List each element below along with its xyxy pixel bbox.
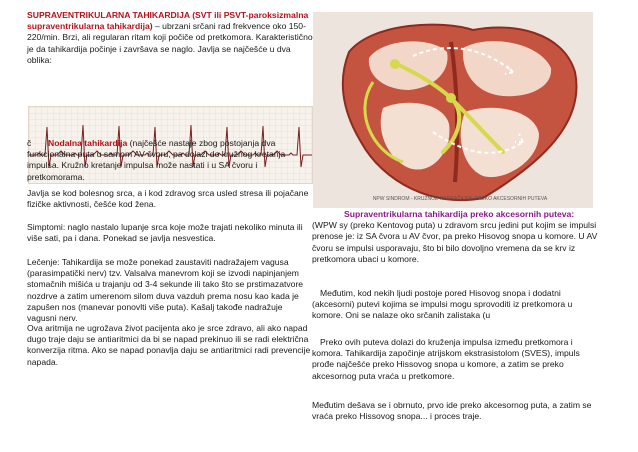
circulation-paragraph: Preko ovih puteva dolazi do kruženja impulsa između pretkomora i komora. Tahikardija započinje atrijskom ekstrasistolom (SVES), impuls prođe najčešće preko Hissovog snopa u komore, a zatim se preko akcesornog puta vraća u pretkomore. xyxy=(312,337,580,381)
intro-paragraph xyxy=(27,10,315,66)
treatment-paragraph: Lečenje: Tahikardija se može ponekad zaustaviti nadražajem vagusa (parasimpatički nerv) tzv. Valsalva manevrom koji se izvodi napinjanjem stomačnih mišića u trajanju od 3-4 sekunde ili tako što se prstimazatvore nozdrve a zatim umerenom silom duva vazduh prema nosu kao kada je zapušen nos (manevar ponovlti više puta). Kašalj takođe nadražuje vagusni nerv. xyxy=(27,257,304,324)
svt-title: SUPRAVENTRIKULARNA TAHIKARDIJA (SVT ili PSVT-paroksizmalna supraventrikularna tahikardija) xyxy=(27,10,309,32)
sa-node xyxy=(390,59,400,69)
wpw-title: Supraventrikularna tahikardija preko akcesornih puteva: xyxy=(344,209,575,219)
wpw-paragraph xyxy=(312,209,602,265)
symptoms-paragraph: Simptomi: naglo nastalo lupanje srca koje može trajati nekoliko minuta ili više sati, pa i dana. Ponekad se javlja nesvestica. xyxy=(27,222,303,244)
prognosis-paragraph: Ova aritmija ne ugrožava život pacijenta ako je srce zdravo, ali ako napad dugo traje daju se antiaritmici da bi se napad prekinuo ili se radi električna konverzija ritma. Ako se napad ponavlja daju se antiaritmici radi prevencije napada. xyxy=(27,323,311,367)
nodal-bullet: č xyxy=(27,138,32,148)
reverse-paragraph: Međutim dešava se i obrnuto, prvo ide preko akcesornog puta, a zatim se vraća preko Hissovog snopa... i proces traje. xyxy=(312,400,592,422)
diagram-caption: NPW SINDROM - KRUŽNOE NADRAŽAJNE PREKO AKCESORNIH PUTEVA xyxy=(372,196,548,202)
accessory-paragraph: Međutim, kod nekih ljudi postoje pored Hisovog snopa i dodatni (akcesorni) putevi kojima se impulsi mogu sprovoditi iz pretkomora u komore. Oni se nalaze oko srčanih zalistaka (u xyxy=(312,288,573,321)
heart-conduction-diagram xyxy=(313,12,593,208)
svt-intro-text: – ubrzani srčani rad frekvence oko 150-220/min. Brzi, ali regularan ritam koji počiče od pretkomora. Karakteristično je da tahikardija počinje i završava se naglo. Javlja se najčešće u dva oblika: xyxy=(27,21,313,65)
wpw-text: (WPW sy (preko Kentovog puta) u zdravom srcu jedini put kojim se impulsi prenose je: iz SA čvora u AV čvor, pa preko Hisovog snopa u komore. U AV čvoru se impulsi usporavaju, što bi bilo dovoljno vremena da se krv iz pretkomora ubaci u komore. xyxy=(312,220,598,264)
occurrence-paragraph: Javlja se kod bolesnog srca, a i kod zdravog srca usled stresa ili pojačane fizičke aktivnosti, češće kod žena. xyxy=(27,188,309,210)
nodal-title: Nodalna tahikardija xyxy=(48,138,128,148)
av-node xyxy=(446,93,456,103)
nodal-paragraph xyxy=(27,138,313,183)
nodal-text: (najčešće nastaje zbog postojanja dva funkcionalna puta u samom AV čvoru, pa dolazi do kružnog kretanja impulsa. Kružno kretanje impulsa može nastati i u SA čvoru i pretkomorama. xyxy=(27,138,286,182)
